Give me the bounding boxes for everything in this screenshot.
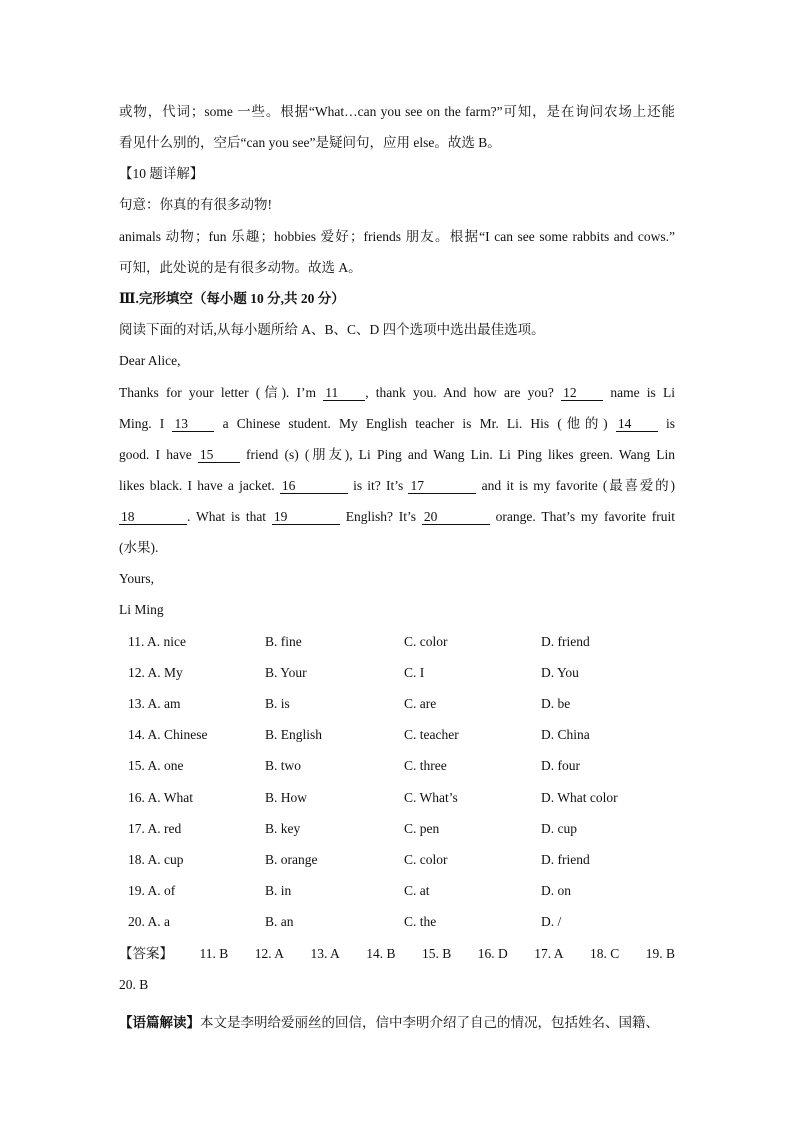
explanation-line: 看见什么别的，空后“can you see”是疑问句，应用 else。故选 B。 [119, 135, 501, 150]
letter-closing: Yours, [119, 571, 155, 586]
option-item: 14. A. Chinese [128, 727, 208, 742]
cloze-blank-11: 11 [323, 385, 365, 401]
cloze-blank-13: 13 [172, 416, 214, 432]
answer-label: 【答案】 [119, 946, 173, 961]
option-item: D. China [541, 727, 590, 742]
analysis-label: 【语篇解读】 [119, 1015, 200, 1030]
cloze-blank-14: 14 [616, 416, 658, 432]
option-item: 18. A. cup [128, 852, 184, 867]
option-item: D. friend [541, 852, 590, 867]
option-item: B. English [265, 727, 323, 742]
option-item: C. pen [404, 821, 440, 836]
option-item: C. three [404, 758, 447, 773]
letter-line: good. I have 15 friend (s) (朋友), Li Ping and Wang Lin. Li Ping likes green. Wang Lin [119, 447, 676, 462]
answer-item: 12. A [254, 946, 284, 961]
option-item: C. at [404, 883, 430, 898]
answer-item: 18. C [589, 946, 620, 961]
option-item: D. / [541, 914, 562, 929]
answer-line [119, 944, 675, 964]
letter-line: 18 . What is that 19 English? It’s 20 orange. That’s my favorite fruit [121, 509, 675, 524]
option-item: C. are [404, 696, 437, 711]
letter-line: Thanks for your letter (信). I’m 11 , thank you. And how are you? 12 name is Li [119, 385, 675, 400]
question-10-heading: 【10 题详解】 [119, 166, 204, 181]
option-item: 11. A. nice [128, 634, 186, 649]
option-item: B. two [265, 758, 302, 773]
question-10-meaning: 句意：你真的有很多动物! [119, 197, 272, 212]
letter-line: Ming. I 13 a Chinese student. My English teacher is Mr. Li. His (他的) 14 is [119, 416, 675, 431]
answer-item: 16. D [477, 946, 508, 961]
option-item: B. an [265, 914, 294, 929]
analysis-line: 【语篇解读】本文是李明给爱丽丝的回信，信中李明介绍了自己的情况，包括姓名、国籍、 [119, 1015, 659, 1030]
option-item: B. How [265, 790, 308, 805]
cloze-blank-20: 20 [422, 509, 490, 525]
option-item: C. What’s [404, 790, 458, 805]
answer-item: 17. A [534, 946, 564, 961]
letter-signature: Li Ming [119, 602, 164, 617]
cloze-blank-15: 15 [198, 447, 240, 463]
option-item: C. color [404, 634, 448, 649]
option-item: 17. A. red [128, 821, 182, 836]
option-item: B. orange [265, 852, 318, 867]
explanation-line: animals 动物；fun 乐趣；hobbies 爱好；friends 朋友。根据“I can see some rabbits and cows.” [119, 229, 675, 244]
section-title: Ⅲ.完形填空（每小题 10 分,共 20 分） [119, 291, 345, 306]
option-item: B. key [265, 821, 301, 836]
cloze-blank-17: 17 [408, 478, 476, 494]
option-item: D. friend [541, 634, 590, 649]
cloze-blank-18: 18 [119, 509, 187, 525]
explanation-line: 或物，代词；some 一些。根据“What…can you see on the farm?”可知，是在询问农场上还能 [119, 104, 675, 119]
answer-item: 15. B [421, 946, 452, 961]
option-item: B. Your [265, 665, 307, 680]
answer-item: 20. B [119, 977, 149, 992]
letter-line: (水果). [119, 540, 159, 555]
option-item: C. the [404, 914, 437, 929]
option-item: 19. A. of [128, 883, 176, 898]
option-item: 13. A. am [128, 696, 181, 711]
section-instruction: 阅读下面的对话,从每小题所给 A、B、C、D 四个选项中选出最佳选项。 [119, 322, 545, 337]
answer-item: 14. B [366, 946, 396, 961]
letter-greeting: Dear Alice, [119, 353, 181, 368]
option-item: C. color [404, 852, 448, 867]
option-item: 16. A. What [128, 790, 193, 805]
option-item: D. cup [541, 821, 577, 836]
answer-item: 13. A [310, 946, 340, 961]
option-item: 15. A. one [128, 758, 184, 773]
option-item: D. four [541, 758, 580, 773]
option-item: D. on [541, 883, 571, 898]
explanation-line: 可知，此处说的是有很多动物。故选 A。 [119, 260, 362, 275]
option-item: C. I [404, 665, 425, 680]
option-item: C. teacher [404, 727, 459, 742]
cloze-blank-19: 19 [272, 509, 340, 525]
option-item: D. be [541, 696, 571, 711]
option-item: 20. A. a [128, 914, 170, 929]
answer-item: 11. B [199, 946, 229, 961]
answer-item: 19. B [645, 946, 675, 961]
cloze-blank-12: 12 [561, 385, 603, 401]
option-item: B. fine [265, 634, 302, 649]
option-item: B. is [265, 696, 290, 711]
letter-line: likes black. I have a jacket. 16 is it? It’s 17 and it is my favorite (最喜爱的) [119, 478, 676, 493]
option-item: D. You [541, 665, 579, 680]
option-item: D. What color [541, 790, 618, 805]
option-item: B. in [265, 883, 292, 898]
option-item: 12. A. My [128, 665, 183, 680]
cloze-blank-16: 16 [280, 478, 348, 494]
